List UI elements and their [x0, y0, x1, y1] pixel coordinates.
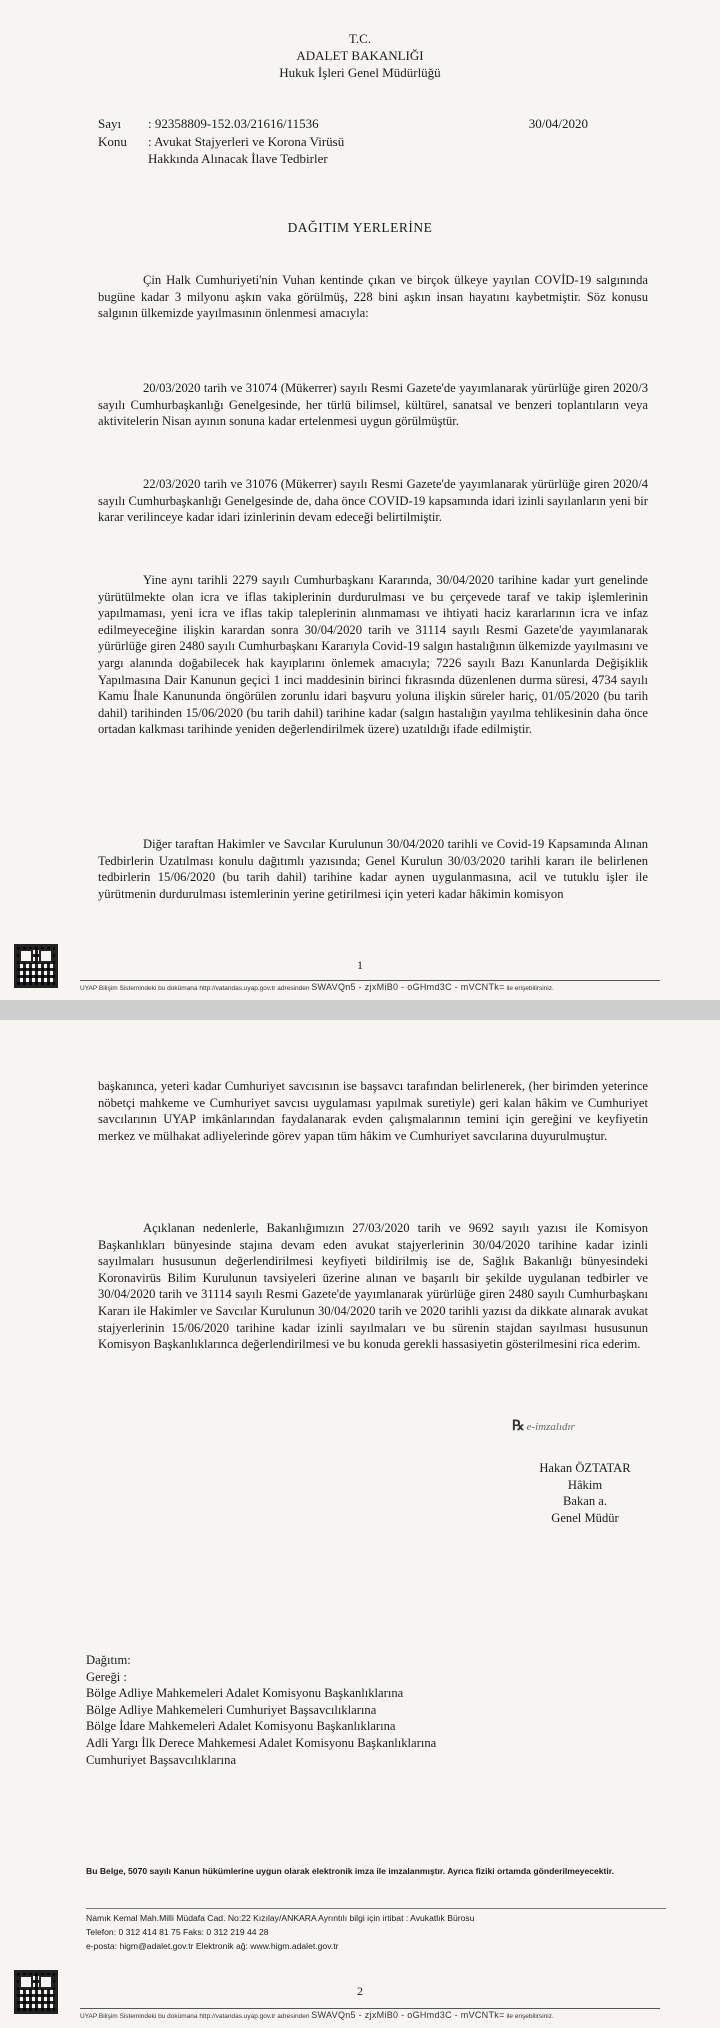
page-number: 2	[357, 1984, 363, 1998]
e-signature-text: e-imzalıdır	[526, 1421, 575, 1433]
distribution-item: Bölge Adliye Mahkemeleri Adalet Komisyonu Başkanlıklarına	[86, 1686, 404, 1701]
addressee-title: DAĞITIM YERLERİNE	[287, 220, 433, 235]
paragraph-2: 20/03/2020 tarih ve 31074 (Mükerrer) sayılı Resmi Gazete'de yayımlanarak yürürlüğe giren 2020/3 sayılı Cumhurbaşkanlığı Genelgesinde, her türlü bilimsel, kültürel, sanatsal ve benzeri toplantıların veya aktivitelerin Nisan ayının sonuna kadar ertelenmesi uygun görülmüştür.	[98, 381, 648, 429]
verification-footer	[80, 2008, 660, 2020]
document-reference	[98, 115, 618, 132]
document-date: 30/04/2020	[528, 116, 588, 131]
contact-address: Namık Kemal Mah.Milli Müdafa Cad. No:22 Kızılay/ANKARA Ayrıntılı bilgi için irtibat : Avukatlık Bürosu	[86, 1913, 475, 1923]
verification-footer	[80, 980, 660, 992]
subject-line-1: : Avukat Stajyerleri ve Korona Virüsü	[148, 134, 345, 149]
paragraph-3: 22/03/2020 tarih ve 31076 (Mükerrer) sayılı Resmi Gazete'de yayımlanarak yürürlüğe giren 2020/4 sayılı Cumhurbaşkanlığı Genelgesinde de, daha önce COVID-19 kapsamında idari izinli sayılanların yeni bir karar verilinceye kadar idari izinlerinin devam edeceği belirtilmiştir.	[98, 477, 648, 525]
distribution-subtitle: Gereği :	[86, 1669, 127, 1684]
paragraph-4: Yine aynı tarihli 2279 sayılı Cumhurbaşkanı Kararında, 30/04/2020 tarihine kadar yurt genelinde yürütülmekte olan icra ve iflas takiplerinin durdurulması ve bu çerçevede taraf ve takip işlemlerinin yapılmaması, yeni icra ve iflas takip taleplerinin alınmaması ve ihtiyati haciz kararlarının icra ve infaz edilmeyeceğine ilişkin karardan sonra 30/04/2020 tarih ve 31114 sayılı Resmi Gazete'de yayımlanarak yürürlüğe giren 2480 sayılı Cumhurbaşkanı Kararıyla Covid-19 salgın hastalığının ülkemizde yayılmasını ve yargı alanında doğabilecek hak kayıplarını önlemek amacıyla; 7226 sayılı Bazı Kanunlarda Değişiklik Yapılmasına Dair Kanunun geçici 1 inci maddesinin birinci fıkrasında düzenlenen durma süresi, 4734 sayılı Kamu İhale Kanununda öngörülen zorunlu idari başvuru yoluna ilişkin süreler hariç, 01/05/2020 (bu tarih dahil) tarihinden 15/06/2020 (bu tarih dahil) tarihine kadar (salgın hastalığın yayılma tehlikesinin daha önce ortadan kalkması tarihinde yeniden değerlendirilmek üzere) uzatıldığı ifade edilmiştir.	[98, 573, 648, 737]
subject-label: Konu	[98, 134, 127, 149]
signatory-proxy: Bakan a.	[562, 1494, 608, 1509]
letterhead-directorate: Hukuk İşleri Genel Müdürlüğü	[279, 65, 441, 80]
distribution-title: Dağıtım:	[86, 1653, 131, 1667]
verification-code: SWAVQn5 - zjxMiB0 - oGHmd3C - mVCNTk=	[311, 2010, 505, 2020]
footer-suffix: ile erişebilirsiniz.	[506, 2013, 554, 2020]
distribution-item: Bölge Adliye Mahkemeleri Cumhuriyet Başsavcılıklarına	[86, 1702, 377, 1717]
reference-number: : 92358809-152.03/21616/11536	[148, 116, 319, 131]
e-signature-stamp	[512, 1418, 575, 1435]
document-page-1	[0, 0, 720, 1000]
reference-label: Sayı	[98, 116, 122, 131]
signature-block	[510, 1460, 660, 1526]
distribution-list	[86, 1652, 646, 1768]
distribution-item: Adli Yargı İlk Derece Mahkemesi Adalet Komisyonu Başkanlıklarına	[86, 1735, 437, 1750]
paragraph-5: Diğer taraftan Hakimler ve Savcılar Kurulunun 30/04/2020 tarihli ve Covid-19 Kapsamında Alınan Tedbirlerin Uzatılması konulu dağıtımlı yazısında; Genel Kurulun 30/03/2020 tarihli kararı ile belirlenen tedbirlerin 15/06/2020 (bu tarih dahil) tarihine kadar aynen uygulanmasına, acil ve tutuklu işler ile yürütmenin durdurulması istemlerinin yerine getirilmesi için yeteri kadar hâkimin komisyon	[98, 837, 648, 901]
distribution-item: Cumhuriyet Başsavcılıklarına	[86, 1752, 237, 1767]
document-page-2	[0, 1020, 720, 2028]
paragraph-6: başkanınca, yeteri kadar Cumhuriyet savcısının ise başsavcı tarafından belirlenerek, (her birimden yeterince nöbetçi mahkeme ve Cumhuriyet savcısı uygulaması yapılmak suretiyle) geri kalan hâkim ve Cumhuriyet savcılarının UYAP imkânlarından faydalanarak evden çalışmalarının temini için gereğini ve keyfiyetin merkez ve mülhakat adliyelerinde görev yapan tüm hâkim ve Cumhuriyet savcılarına duyurulmuştur.	[98, 1079, 648, 1143]
signatory-title: Hâkim	[567, 1477, 603, 1492]
contact-email: e-posta: higm@adalet.gov.tr Elektronik ağ: www.higm.adalet.gov.tr	[86, 1941, 339, 1951]
contact-phone: Telefon: 0 312 414 81 75 Faks: 0 312 219 44 28	[86, 1927, 269, 1937]
paragraph-1: Çin Halk Cumhuriyeti'nin Vuhan kentinde çıkan ve birçok ülkeye yayılan COVİD-19 salgınında bugüne kadar 3 milyonu aşkın vaka görülmüş, 228 bini aşkın insan hayatını kaybetmiştir. Söz konusu salgının ülkemizde yayılmasının önlenmesi amacıyla:	[98, 273, 648, 321]
distribution-item: Bölge İdare Mahkemeleri Adalet Komisyonu Başkanlıklarına	[86, 1719, 396, 1734]
footer-suffix: ile erişebilirsiniz.	[506, 985, 554, 992]
paragraph-7: Açıklanan nedenlerle, Bakanlığımızın 27/03/2020 tarih ve 9692 sayılı yazısı ile Komisyon Başkanlıkları bünyesinde stajına devam eden avukat stajyerlerinin 30/04/2020 tarihine kadar izinli sayılmaları hususunun değerlendirilmesi keyfiyeti bildirilmiş ise de, Sağlık Bakanlığı bünyesindeki Koronavirüs Bilim Kurulunun tavsiyeleri üzerine alınan ve başarılı bir şekilde uygulanan tedbirler ve 30/04/2020 tarih ve 31114 sayılı Resmi Gazete'de yayımlanarak yürürlüğe giren 2480 sayılı Cumhurbaşkanı Kararı ile Hakimler ve Savcılar Kurulunun 30/04/2020 tarih ve 2020 tarihli yazısı da dikkate alınarak avukat stajyerlerinin 15/06/2020 tarihine kadar izinli sayılmaları ve bu sürenin stajdan sayılması hususunun Komisyon Başkanlıklarınca değerlendirilmesi ve bu konuda gerekli hassasiyetin gösterilmesini rica ederim.	[98, 1221, 648, 1352]
document-subject	[98, 133, 618, 167]
signatory-position: Genel Müdür	[551, 1510, 619, 1525]
page-number: 1	[357, 958, 363, 972]
letterhead	[0, 30, 720, 81]
e-signature-notice: Bu Belge, 5070 sayılı Kanun hükümlerine uygun olarak elektronik imza ile imzalanmıştır. Ayrıca fiziki ortamda gönderilmeyecektir.	[86, 1866, 615, 1876]
contact-info	[86, 1908, 666, 1953]
footer-prefix: UYAP Bilişim Sistemindeki bu dokümana http://vatandas.uyap.gov.tr adresinden	[80, 2013, 310, 2020]
e-signature-icon: ℞	[512, 1419, 525, 1434]
footer-prefix: UYAP Bilişim Sistemindeki bu dokümana http://vatandas.uyap.gov.tr adresinden	[80, 985, 310, 992]
verification-code: SWAVQn5 - zjxMiB0 - oGHmd3C - mVCNTk=	[311, 982, 505, 992]
letterhead-tc: T.C.	[348, 31, 372, 46]
letterhead-ministry: ADALET BAKANLIĞI	[296, 48, 424, 63]
subject-line-2: Hakkında Alınacak İlave Tedbirler	[148, 151, 328, 166]
signatory-name: Hakan ÖZTATAR	[539, 1461, 631, 1475]
